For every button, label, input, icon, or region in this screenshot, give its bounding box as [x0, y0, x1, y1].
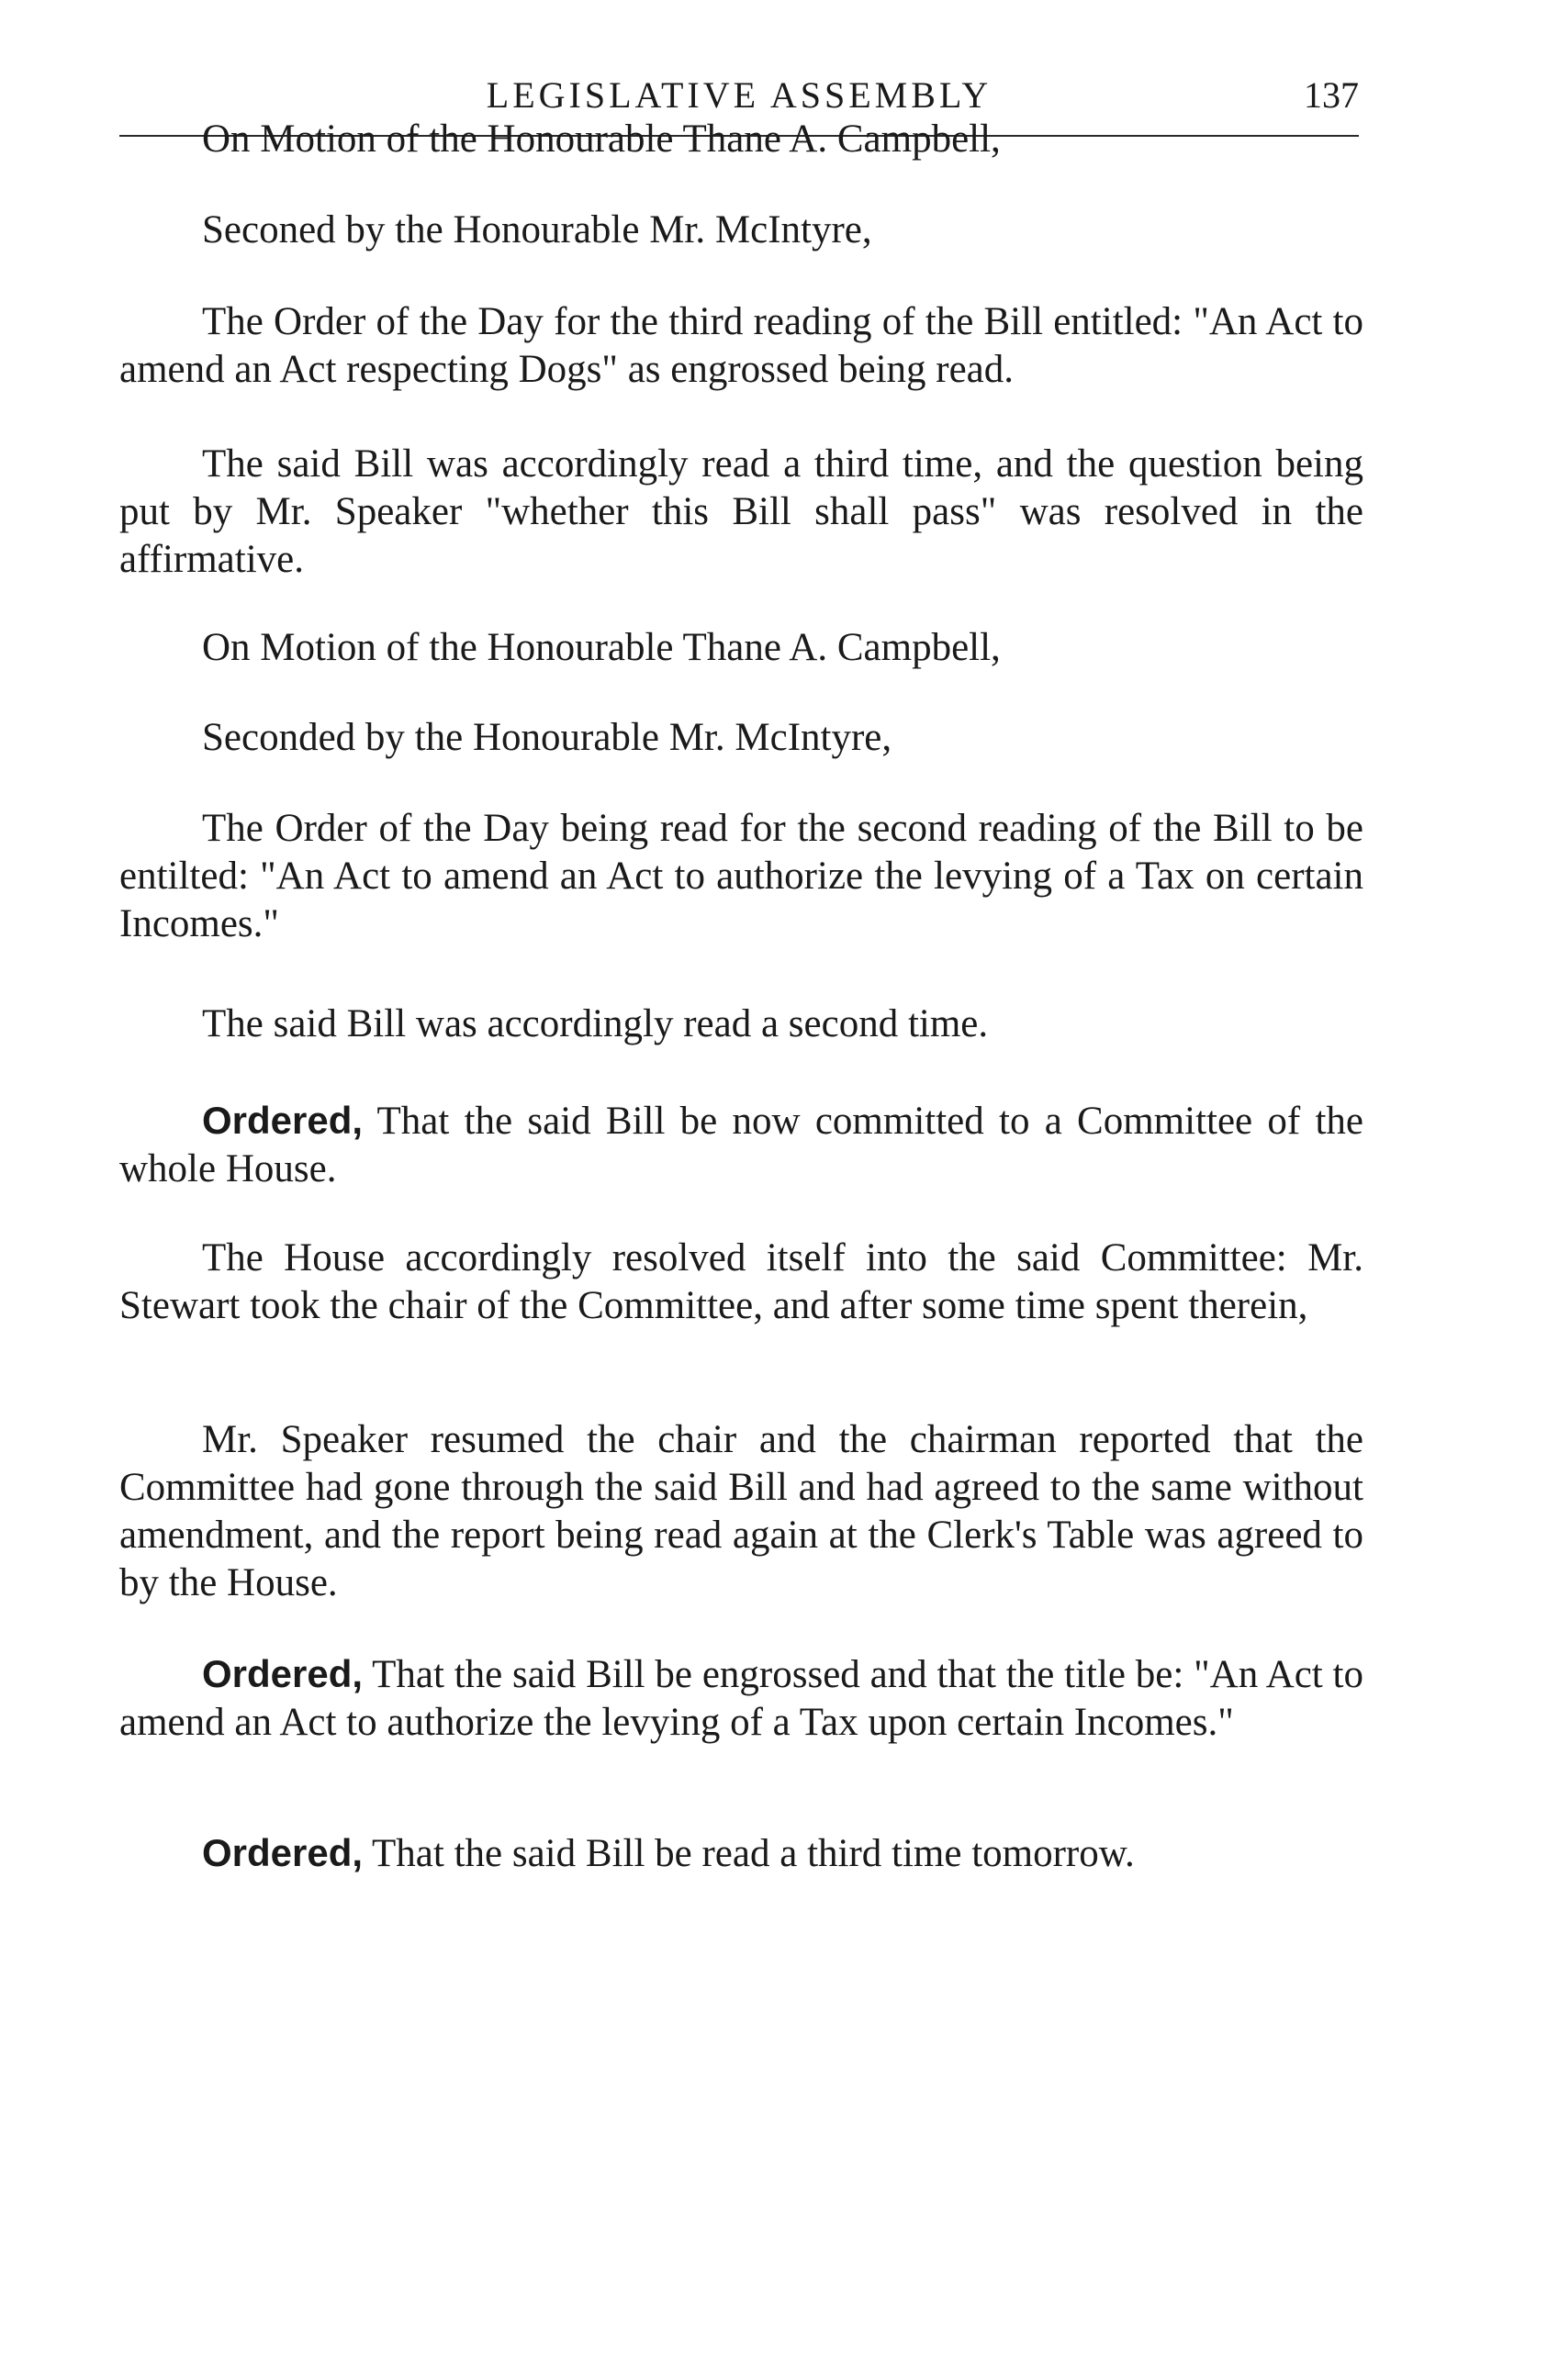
paragraph-text: Mr. Speaker resumed the chair and the chairman reported that the Committee had gone through the said Bill and had agreed to the same without amendment, and the report being read again at the Clerk's Table was agreed to by the House.: [119, 1418, 1363, 1604]
paragraph-text: On Motion of the Honourable Thane A. Campbell,: [202, 117, 1001, 161]
paragraph-text: The said Bill was accordingly read a second time.: [202, 1002, 989, 1045]
order-of-day-paragraph: [119, 298, 1363, 394]
ordered-paragraph: [119, 1097, 1363, 1193]
committee-paragraph: [119, 1235, 1363, 1330]
motion-paragraph: [119, 116, 1363, 163]
third-reading-paragraph: [119, 441, 1363, 584]
paragraph-text: That the said Bill be now committed to a Committee of the whole House.: [119, 1100, 1363, 1190]
ordered-label: Ordered,: [202, 1831, 364, 1874]
ordered-paragraph: [119, 1650, 1363, 1747]
paragraph-text: The Order of the Day for the third reading of the Bill entitled: "An Act to amend an Act respecting Dogs" as engrossed being read.: [119, 300, 1363, 391]
paragraph-text: That the said Bill be read a third time tomorrow.: [363, 1832, 1135, 1875]
ordered-paragraph: [119, 1829, 1363, 1878]
paragraph-text: The Order of the Day being read for the second reading of the Bill to be entilted: "An Act to amend an Act to authorize the levying of a Tax on certain Incomes.": [119, 807, 1363, 945]
ordered-label: Ordered,: [202, 1099, 364, 1142]
page-number: 137: [1304, 74, 1359, 116]
paragraph-text: Seconed by the Honourable Mr. McIntyre,: [202, 208, 872, 251]
order-of-day-paragraph: [119, 805, 1363, 948]
paragraph-text: The said Bill was accordingly read a third time, and the question being put by Mr. Speaker "whether this Bill shall pass" was resolved in the affirmative.: [119, 442, 1363, 581]
report-paragraph: [119, 1416, 1363, 1607]
paragraph-text: That the said Bill be engrossed and that the title be: "An Act to amend an Act to authorize the levying of a Tax upon certain Incomes.": [119, 1653, 1363, 1744]
second-reading-paragraph: [119, 1000, 1363, 1048]
motion-paragraph: [119, 624, 1363, 672]
paragraph-text: Seconded by the Honourable Mr. McIntyre,: [202, 716, 892, 759]
paragraph-text: The House accordingly resolved itself into the said Committee: Mr. Stewart took the chair of the Committee, and after some time spent therein,: [119, 1236, 1363, 1327]
seconder-paragraph: [119, 714, 1363, 762]
ordered-label: Ordered,: [202, 1652, 364, 1695]
running-head: LEGISLATIVE ASSEMBLY: [486, 74, 993, 116]
paragraph-text: On Motion of the Honourable Thane A. Campbell,: [202, 626, 1001, 669]
seconder-paragraph: [119, 207, 1363, 254]
